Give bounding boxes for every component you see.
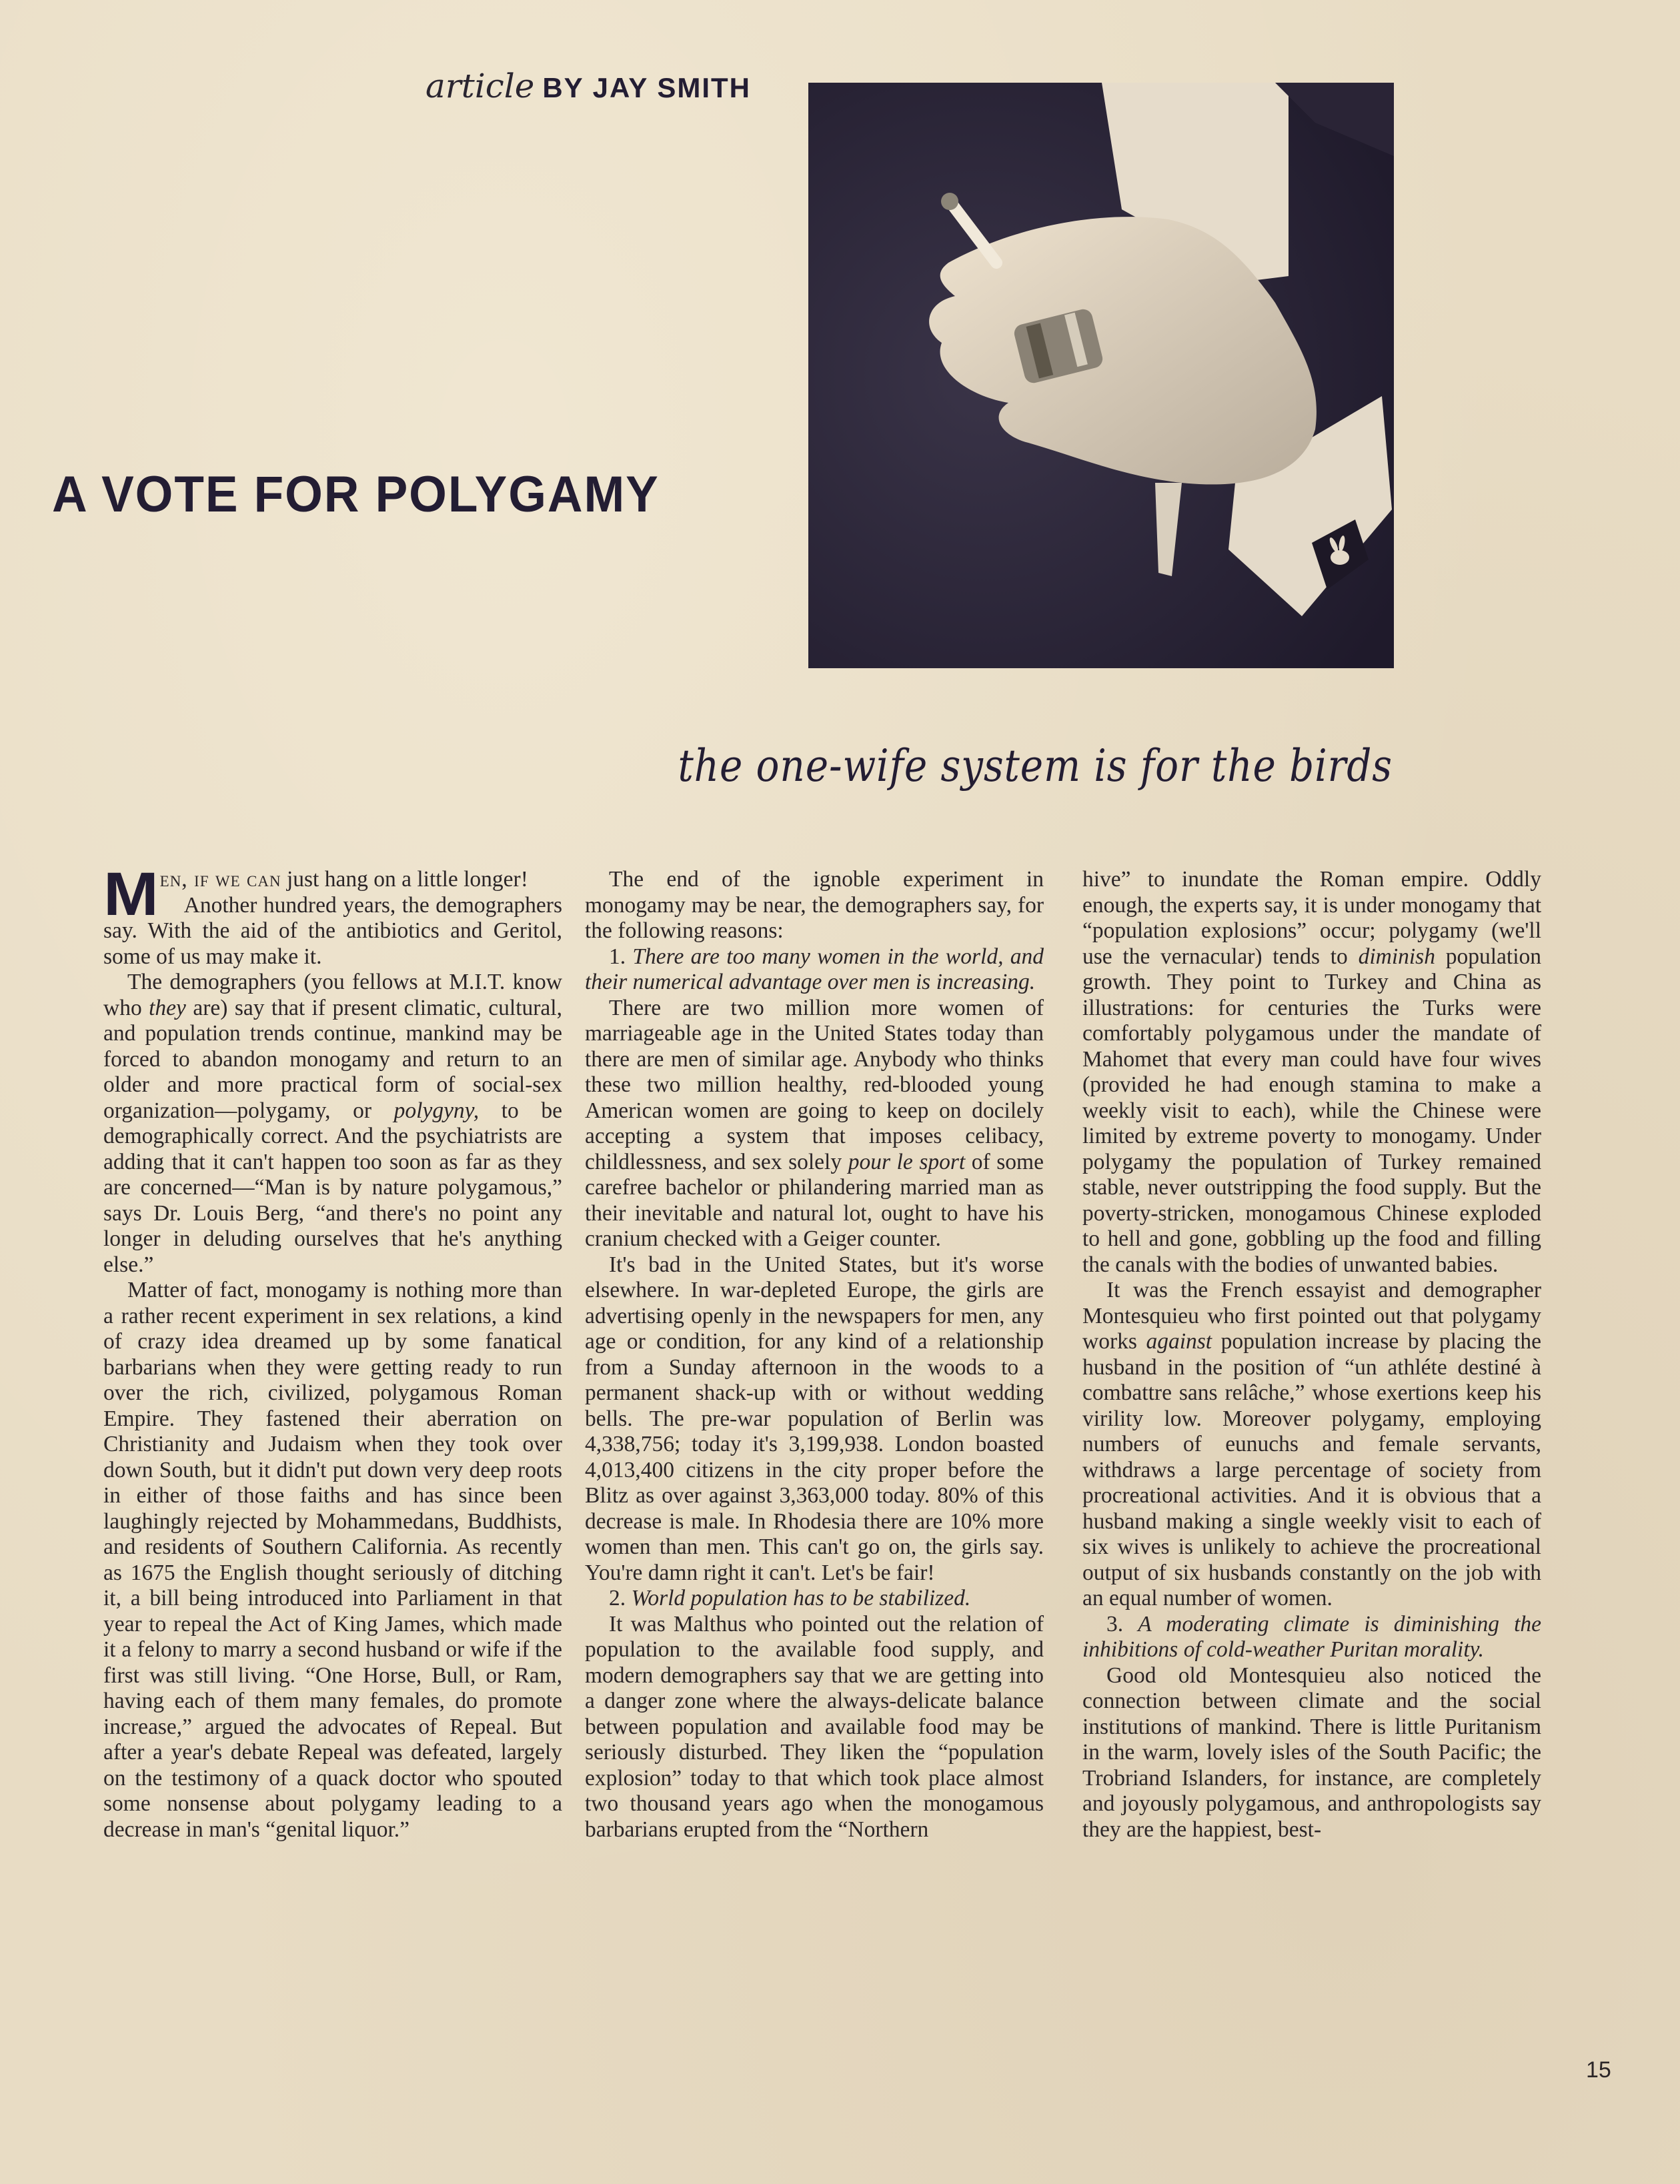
drop-cap: M bbox=[103, 860, 159, 928]
article-paragraph bbox=[585, 1612, 1044, 1843]
body-text: of some carefree bachelor or philandering married man as their inevitable and natural lot, ought to have his cranium checked with a Geiger counter. bbox=[585, 1149, 1044, 1251]
page-title: A VOTE FOR POLYGAMY bbox=[52, 466, 660, 523]
body-text: population growth. They point to Turkey and China as illustrations: for centuries the Turks were comfortably polygamous under the mandate of Mahomet that every man could have four wives (provided he had enough stamina to make a weekly visit to each), while the Chinese were limited by extreme poverty to monogamy. Under polygamy the population of Turkey remained stable, never outstripping the food supply. But the poverty-stricken, monogamous Chinese exploded to hell and gone, gobbling up the food and filling the canals with the bodies of unwanted babies. bbox=[1082, 944, 1541, 1277]
article-photo bbox=[808, 83, 1394, 668]
italic-text: against bbox=[1146, 1329, 1212, 1354]
article-paragraph bbox=[585, 944, 1044, 996]
body-text: The demographers (you fellows at M.I.T. know who bbox=[103, 970, 562, 1020]
body-text: 2. bbox=[609, 1586, 632, 1610]
body-text: There are two million more women of marriageable age in the United States today than there are men of similar age. Anybody who thinks these two million healthy, red-blooded young American women are going to keep on docilely accepting a system that imposes celibacy, childlessness, and sex solely bbox=[585, 995, 1044, 1174]
body-text: are) say that if present climatic, cultural, and population trends continue, mankind may be forced to abandon monogamy and return to an older and more practical form of social-sex organization—polygamy, or bbox=[103, 995, 562, 1123]
article-paragraph bbox=[1082, 867, 1541, 1278]
article-paragraph bbox=[103, 893, 562, 970]
body-text: Another hundred years, the demographers say. With the aid of the antibiotics and Geritol, some of us may make it. bbox=[103, 892, 562, 969]
italic-text: World population has to be stabilized. bbox=[631, 1586, 971, 1610]
article-paragraph bbox=[103, 970, 562, 1278]
body-text: just hang on a little longer! bbox=[281, 867, 528, 892]
italic-text: diminish bbox=[1358, 944, 1435, 969]
hand-with-cigarette-photo bbox=[808, 83, 1394, 668]
italic-text: There are too many women in the world, and their numerical advantage over men is increasing. bbox=[585, 944, 1044, 994]
article-paragraph bbox=[585, 867, 1044, 944]
body-text: 3. bbox=[1106, 1611, 1138, 1636]
body-text: Good old Montesquieu also noticed the connection between climate and the social institutions of mankind. There is little Puritanism in the warm, lovely isles of the South Pacific; the Trobriand Islanders, for instance, are completely and joyously polygamous, and anthropologists say they are the happiest, best- bbox=[1082, 1663, 1541, 1842]
article-paragraph bbox=[585, 1252, 1044, 1586]
article-subtitle: the one-wife system is for the birds bbox=[678, 740, 1393, 792]
article-paragraph bbox=[585, 1586, 1044, 1612]
italic-text: polygyny, bbox=[393, 1098, 480, 1123]
article-column-2 bbox=[585, 867, 1044, 1843]
article-paragraph bbox=[1082, 1612, 1541, 1663]
body-text: 1. bbox=[609, 944, 633, 969]
italic-text: A moderating climate is diminishing the inhibitions of cold-weather Puritan morality. bbox=[1082, 1611, 1541, 1662]
italic-text: they bbox=[149, 995, 186, 1020]
body-text: The end of the ignoble experiment in monogamy may be near, the demographers say, for the following reasons: bbox=[585, 867, 1044, 943]
page-number: 15 bbox=[1586, 2057, 1611, 2083]
body-text: to be demographically correct. And the psychiatrists are adding that it can't happen too soon as far as they are concerned—“Man is by nature polygamous,” says Dr. Louis Berg, “and there's no point any longer in deluding ourselves that he's anything else.” bbox=[103, 1098, 562, 1277]
article-column-3 bbox=[1082, 867, 1541, 1843]
byline bbox=[399, 67, 751, 105]
article-paragraph bbox=[585, 996, 1044, 1252]
article-paragraph bbox=[103, 860, 562, 928]
body-text: population increase by placing the husband in the position of “un athléte destiné à combattre sans relâche,” whose exertions keep his virility low. Moreover polygamy, employing numbers of eunuchs and female servants, withdraws a large percentage of society from procreational activities. And it is obvious that a husband making a single weekly visit to each of six wives is unlikely to achieve the procreational output of six husbands constantly on the job with an equal number of women. bbox=[1082, 1329, 1541, 1610]
body-text: It was Malthus who pointed out the relation of population to the available food supply, and modern demographers say that we are getting into a danger zone where the always-delicate balance between population and available food may be seriously disturbed. They liken the “population explosion” today to that which took place almost two thousand years ago when the monogamous barbarians erupted from the “Northern bbox=[585, 1611, 1044, 1842]
article-paragraph bbox=[1082, 1278, 1541, 1612]
body-text: Matter of fact, monogamy is nothing more than a rather recent experiment in sex relations, a kind of crazy idea dreamed up by some fanatical barbarians when they were getting ready to run over the rich, civilized, polygamous Roman Empire. They fastened their aberration on Christianity and Judaism when they took over down South, but it didn't put down very deep roots in either of those faiths and has since been laughingly rejected by Mohammedans, Buddhists, and residents of Southern California. As recently as 1675 the English thought seriously of ditching it, a bill being introduced into Parliament in that year to repeal the Act of King James, which made it a felony to marry a second husband or wife if the first was still living. “One Horse, Bull, or Ram, having each of them many females, do promote increase,” argued the advocates of Repeal. But after a year's debate Repeal was defeated, largely on the testimony of a quack doctor who spouted some nonsense about polygamy leading to a decrease in man's “genital liquor.” bbox=[103, 1278, 562, 1842]
body-text: It's bad in the United States, but it's worse elsewhere. In war-depleted Europe, the girls are advertising openly in the newspapers for men, any age or condition, for any kind of a relationship from a Sunday afternoon in the woods to a permanent shack-up with or without wedding bells. The pre-war population of Berlin was 4,338,756; today it's 3,199,938. London boasted 4,013,400 citizens in the city proper before the Blitz as over against 3,363,000 today. 80% of this decrease is male. In Rhodesia there are 10% more women than men. This can't go on, the girls say. You're damn right it can't. Let's be fair! bbox=[585, 1252, 1044, 1585]
byline-kicker: article bbox=[425, 67, 535, 105]
article-column-1 bbox=[103, 860, 562, 1843]
byline-author: BY JAY SMITH bbox=[542, 72, 751, 103]
body-text: hive” to inundate the Roman empire. Oddly enough, the experts say, it is under monogamy that “population explosions” occur; polygamy (we'll use the vernacular) tends to bbox=[1082, 867, 1541, 969]
body-text: It was the French essayist and demographer Montesquieu who first pointed out that polygamy works bbox=[1082, 1278, 1541, 1354]
lead-in-smallcaps: en, if we can bbox=[159, 867, 281, 892]
italic-text: pour le sport bbox=[848, 1149, 966, 1174]
article-paragraph bbox=[103, 1278, 562, 1843]
article-paragraph bbox=[1082, 1663, 1541, 1843]
